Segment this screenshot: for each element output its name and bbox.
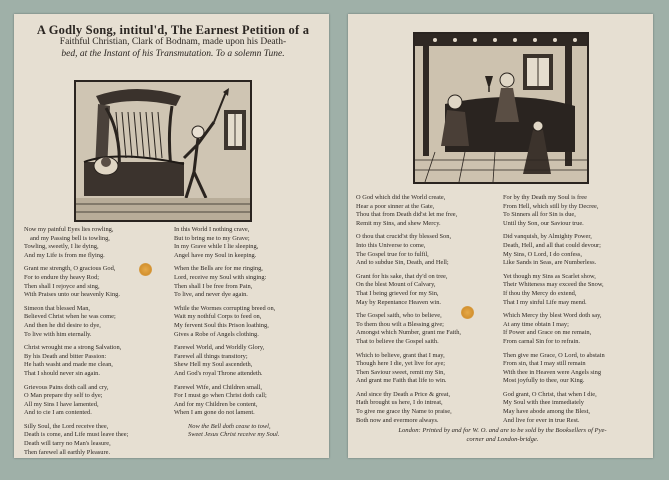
title-line-3: bed, at the Instant of his Transmutation. To a solemn Tune.: [61, 49, 285, 59]
verse-line: O Man prepare thy self to dye;: [24, 392, 103, 400]
verse-line: For I must go when Christ doth call;: [174, 392, 267, 400]
stanza: [356, 391, 502, 425]
verse-line: May have abode among the Blest,: [503, 408, 590, 416]
verse-line: With Praises unto our heavenly King.: [24, 291, 120, 299]
stanza: [503, 194, 651, 228]
verse-line: Which to believe, grant that I may,: [356, 351, 445, 359]
stanza: [24, 344, 172, 378]
verse-line: Grant for his sake, that dy'd on tree,: [356, 272, 448, 280]
imprint-line: London: Printed by and for W. O. and are to be sold by the Booksellers of Pye-: [398, 427, 607, 434]
verse-line: O God which did the World create,: [356, 194, 446, 201]
stanza: [356, 312, 502, 346]
verse-line: Hath brought us here, I do intreat,: [356, 399, 443, 407]
verse-line: That I should never sin again.: [24, 369, 100, 377]
stanza: [174, 344, 324, 378]
verse-line: He hath washt and made me clean,: [24, 361, 113, 369]
verse-line: My fervent Soul this Prison loathing,: [174, 321, 269, 329]
verse-line: Angel have my Soul in keeping.: [174, 251, 257, 259]
verse-line: Hear a poor sinner at the Gate,: [356, 202, 435, 210]
verse-line: From carnal Sin for to refrain.: [503, 337, 581, 345]
verse-line: And live for ever in true Rest.: [503, 416, 580, 424]
imprint-line: corner and London-bridge.: [466, 436, 539, 443]
verse-line: But to bring me to my Grave;: [174, 234, 250, 242]
title-line-2: Faithful Christian, Clark of Bodnam, made upon his Death-: [59, 37, 287, 47]
left-column-1: [24, 226, 172, 458]
verse-line: On the blest Mount of Calvary,: [356, 281, 436, 289]
verse-line: If thou thy Mercy do extend,: [503, 289, 577, 297]
verse-line: Until thy Son, our Saviour true.: [503, 219, 584, 227]
verse-line: Then farewel all earthly Pleasure.: [24, 448, 111, 456]
verse-line: Gives a Robe of Angels clothing.: [174, 330, 259, 338]
verse-line: Death, Hell, and all that could devour;: [503, 241, 601, 249]
verse-line: Then give me Grace, O Lord, to abstain: [503, 351, 605, 359]
right-column-1: [356, 194, 502, 430]
verse-line: From sin, that I may still remain: [503, 360, 586, 368]
stanza: [503, 273, 651, 307]
verse-line: In my Grave while I lie sleeping,: [174, 243, 259, 251]
closing-line: Sweet Jesus Christ receive my Soul.: [188, 431, 280, 439]
verse-line: From Hell, which still by thy Decree,: [503, 202, 599, 210]
verse-line: Then shall I rejoyce and sing,: [24, 282, 100, 290]
stanza: [356, 194, 502, 228]
verse-line: That to believe the Gospel saith.: [356, 337, 439, 345]
closing-couplet: [174, 423, 324, 440]
verse-line: Death is come, and Life must leave thee;: [24, 431, 129, 439]
verse-line: Farewel all things transitory;: [174, 352, 248, 360]
verse-line: Which Mercy thy blest Word doth say,: [503, 312, 602, 320]
verse-line: The Gospel saith, who to believe,: [356, 312, 442, 320]
verse-line: Towling, sweetly, I lie dying,: [24, 243, 99, 251]
verse-line: While the Wormes corrupting breed on,: [174, 304, 276, 312]
stanza: [24, 305, 172, 339]
verse-line: Now my painful Eyes lies rowling,: [24, 226, 114, 233]
verse-line: Farewel Wife, and Children small,: [174, 383, 263, 391]
verse-line: Then shall I be free from Pain,: [174, 282, 253, 290]
verse-line: My Soul with thee immediately: [503, 399, 584, 407]
verse-line: Into this Universe to come,: [356, 241, 426, 249]
stanza: [174, 226, 324, 260]
verse-line: Amongst which Number, grant me Faith,: [356, 329, 461, 337]
verse-line: Though here I die, yet live for aye;: [356, 360, 446, 368]
verse-line: By his Death and bitter Passion:: [24, 352, 107, 360]
song-title: [28, 24, 318, 60]
verse-line: And God's royal Throne attendeth.: [174, 369, 263, 377]
verse-line: Then Saviour sweet, remit my Sin,: [356, 368, 445, 376]
right-broadside-page: [348, 14, 653, 458]
verse-line: Believed Christ when he was come;: [24, 313, 116, 321]
verse-line: In this World I nothing crave,: [174, 226, 250, 233]
verse-line: When I am gone do not lament.: [174, 409, 255, 417]
verse-line: Christ wrought me a strong Salvation,: [24, 344, 122, 352]
verse-line: With thee in Heaven were Angels sing: [503, 368, 602, 376]
verse-line: God grant, O Christ, that when I die,: [503, 390, 597, 398]
stanza: [503, 233, 651, 267]
verse-line: To give me grace thy Name to praise,: [356, 408, 452, 416]
verse-line: When the Bells are for me ringing,: [174, 265, 263, 273]
verse-line: Grant me strength, O gracious God,: [24, 265, 116, 273]
verse-line: And then he did desire to dye,: [24, 321, 101, 329]
stanza: [24, 265, 172, 299]
verse-line: Simeon that blessed Man,: [24, 304, 91, 312]
verse-line: Silly Soul, the Lord receive thee,: [24, 422, 109, 430]
stanza: [174, 305, 324, 339]
deathbed-woodcut-icon: [76, 82, 250, 220]
verse-line: My Sins, O Lord, I do confess,: [503, 250, 582, 258]
verse-line: If Power and Grace on me remain,: [503, 329, 592, 337]
verse-line: And to cie I am contented.: [24, 409, 92, 417]
deathbed-woodcut-illustration: [74, 80, 252, 222]
verse-line: May by Repentance Heaven win.: [356, 298, 442, 306]
stanza: [503, 352, 651, 386]
stanza: [356, 233, 502, 267]
stanza: [24, 226, 172, 260]
verse-line: That I my sinful Life may mend.: [503, 298, 587, 306]
verse-line: And since thy Death a Price & great,: [356, 390, 451, 398]
verse-line: Like Sands in Seas, are Numberless.: [503, 259, 597, 267]
verse-line: Death will tarry no Man's leasure,: [24, 440, 111, 448]
verse-line: At any time obtain I may;: [503, 320, 569, 328]
verse-line: Did vanquish, by Almighty Power,: [503, 233, 592, 241]
verse-line: Thou that from Death did'st let me free,: [356, 211, 458, 219]
stanza: [174, 265, 324, 299]
stanza: [24, 423, 172, 457]
verse-line: O thou that crucid'st thy blessed Son,: [356, 233, 452, 241]
verse-line: And my Life is from me flying.: [24, 251, 105, 259]
stanza: [174, 384, 324, 418]
verse-line: For by thy Death my Soul is free: [503, 194, 587, 201]
verse-line: And grant me Faith that life to win.: [356, 377, 447, 385]
verse-line: And for my Children be content,: [174, 400, 258, 408]
verse-line: All my Sins I have lamented,: [24, 400, 99, 408]
verse-line: To live with him eternally.: [24, 330, 92, 338]
bedchamber-woodcut-illustration: [413, 32, 589, 184]
closing-line: Now the Bell doth cease to towl,: [188, 422, 271, 430]
verse-line: Wait my nothful Corps to feed on,: [174, 313, 262, 321]
stanza: [24, 384, 172, 418]
verse-line: Most joyfully to thee, our King.: [503, 377, 585, 385]
verse-line: Both now and evermore always.: [356, 416, 439, 424]
stanza: [356, 352, 502, 386]
stanza: [356, 273, 502, 307]
verse-line: Shew Hell my Soul ascendeth,: [174, 361, 253, 369]
verse-line: To live, and never dye again.: [174, 291, 248, 299]
verse-line: For to endure thy heavy Rod;: [24, 273, 100, 281]
verse-line: Lord, receive my Soul with singing:: [174, 273, 267, 281]
verse-line: Farewel World, and Worldly Glory,: [174, 344, 265, 352]
verse-line: To Sinners all for Sin is due,: [503, 211, 576, 219]
verse-line: The Gospel true for to fulfil,: [356, 250, 429, 258]
verse-line: Their Whiteness may exceed the Snow,: [503, 281, 604, 289]
verse-line: Yet though my Sins as Scarlet show,: [503, 272, 596, 280]
stanza: [503, 391, 651, 425]
verse-line: Remit my Sins, and shew Mercy.: [356, 219, 441, 227]
bedchamber-woodcut-icon: [415, 34, 587, 182]
right-column-2: [503, 194, 651, 430]
verse-line: Grievous Pains doth call and cry,: [24, 383, 109, 391]
verse-line: That I being grieved for my Sin,: [356, 289, 439, 297]
left-broadside-page: [14, 14, 329, 458]
left-column-2: [174, 226, 324, 445]
verse-line: To them thou wilt a Blessing give;: [356, 320, 444, 328]
verse-line: And to subdue Sin, Death, and Hell;: [356, 259, 449, 267]
title-line-1: A Godly Song, intitul'd, The Earnest Petition of a: [36, 23, 310, 37]
verse-line: and my Passing bell is towling,: [30, 234, 110, 242]
printer-imprint: [360, 426, 645, 444]
stanza: [503, 312, 651, 346]
